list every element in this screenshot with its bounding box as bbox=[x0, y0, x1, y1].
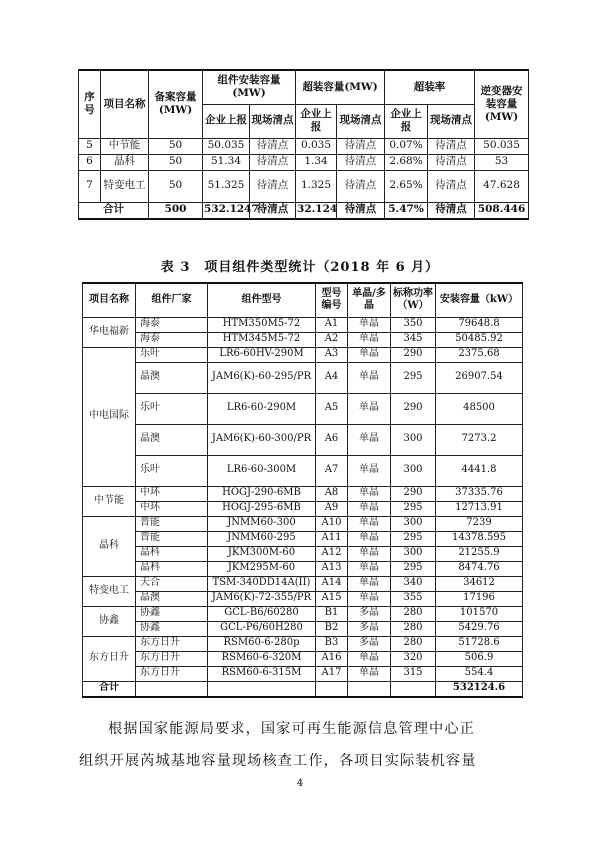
cell: 乐叶 bbox=[136, 455, 208, 486]
cell: 315 bbox=[391, 666, 436, 681]
cell: 单晶 bbox=[348, 455, 391, 486]
cell: LR6-60-290M bbox=[208, 393, 316, 424]
cell: A16 bbox=[316, 651, 348, 666]
cell: 5429.76 bbox=[436, 621, 523, 636]
installed-capacity-table bbox=[78, 69, 529, 220]
cell: RSM60-6-280p bbox=[208, 636, 316, 651]
cell: 0.07% bbox=[385, 138, 428, 154]
table-row bbox=[83, 424, 523, 455]
cell: A2 bbox=[316, 332, 348, 347]
cell: 2.68% bbox=[385, 154, 428, 170]
cell: 7273.2 bbox=[436, 424, 523, 455]
cell: 待清点 bbox=[337, 170, 385, 202]
cell: RSM60-6-320M bbox=[208, 651, 316, 666]
cell: 101570 bbox=[436, 606, 523, 621]
subheader-reported: 企业上报 bbox=[203, 104, 250, 138]
cell: 295 bbox=[391, 362, 436, 393]
cell: 单晶 bbox=[348, 546, 391, 561]
cell: 待清点 bbox=[250, 170, 296, 202]
cell: 单晶 bbox=[348, 347, 391, 362]
cell: 晶澳 bbox=[136, 362, 208, 393]
cell: 1.325 bbox=[296, 170, 337, 202]
cell: HOGJ-290-6MB bbox=[208, 486, 316, 501]
total-cell: 532.1247 bbox=[203, 202, 250, 219]
table-row bbox=[79, 170, 529, 202]
cell: 300 bbox=[391, 516, 436, 531]
cell: 待清点 bbox=[428, 138, 475, 154]
table-row bbox=[83, 516, 523, 531]
table-row bbox=[79, 138, 529, 154]
subheader-onsite: 现场清点 bbox=[250, 104, 296, 138]
cell: A7 bbox=[316, 455, 348, 486]
cell: 6 bbox=[79, 154, 101, 170]
project-name-cell: 协鑫 bbox=[83, 606, 136, 636]
cell: 300 bbox=[391, 546, 436, 561]
cell: 34612 bbox=[436, 576, 523, 591]
cell: 79648.8 bbox=[436, 317, 523, 332]
table-row bbox=[83, 546, 523, 561]
table-row bbox=[83, 591, 523, 606]
cell: 14378.595 bbox=[436, 531, 523, 546]
cell: 295 bbox=[391, 561, 436, 576]
cell: 单晶 bbox=[348, 516, 391, 531]
cell: 单晶 bbox=[348, 591, 391, 606]
cell: A5 bbox=[316, 393, 348, 424]
cell: 单晶 bbox=[348, 332, 391, 347]
page-number: 4 bbox=[296, 778, 304, 789]
empty-cell bbox=[136, 681, 208, 697]
total-cell: 5.47% bbox=[385, 202, 428, 219]
cell: GCL-B6/60280 bbox=[208, 606, 316, 621]
cell: 50.035 bbox=[475, 138, 529, 154]
table-row bbox=[83, 651, 523, 666]
project-name-cell: 特变电工 bbox=[83, 576, 136, 606]
cell: 东方日升 bbox=[136, 651, 208, 666]
total-cell: 32.124 bbox=[296, 202, 337, 219]
cell: 51.34 bbox=[203, 154, 250, 170]
project-name-cell: 中节能 bbox=[83, 486, 136, 516]
table-row bbox=[83, 621, 523, 636]
cell: 48500 bbox=[436, 393, 523, 424]
header-cell: 标称功率（W） bbox=[391, 283, 436, 317]
header-installed-capacity: 组件安装容量(MW) bbox=[203, 70, 296, 104]
cell: HOGJ-295-6MB bbox=[208, 501, 316, 516]
empty-cell bbox=[348, 681, 391, 697]
cell: 7 bbox=[79, 170, 101, 202]
cell: 特变电工 bbox=[101, 170, 149, 202]
total-cell: 500 bbox=[149, 202, 203, 219]
header-over-rate: 超装率 bbox=[385, 70, 475, 104]
project-name-cell: 华电福新 bbox=[83, 317, 136, 347]
cell: A6 bbox=[316, 424, 348, 455]
cell: 554.4 bbox=[436, 666, 523, 681]
cell: 晶科 bbox=[136, 561, 208, 576]
cell: 单晶 bbox=[348, 531, 391, 546]
header-cell: 组件型号 bbox=[208, 283, 316, 317]
total-row bbox=[83, 681, 523, 697]
cell: B3 bbox=[316, 636, 348, 651]
header-project-name: 项目名称 bbox=[101, 70, 149, 138]
table-row bbox=[83, 317, 523, 332]
table-row bbox=[83, 606, 523, 621]
cell: 中环 bbox=[136, 501, 208, 516]
cell: A14 bbox=[316, 576, 348, 591]
table-row bbox=[79, 154, 529, 170]
header-seq: 序号 bbox=[79, 70, 101, 138]
cell: B1 bbox=[316, 606, 348, 621]
total-value: 532124.6 bbox=[436, 681, 523, 697]
cell: 280 bbox=[391, 606, 436, 621]
cell: 乐叶 bbox=[136, 347, 208, 362]
cell: JAM6(K)-72-355/PR bbox=[208, 591, 316, 606]
cell: A4 bbox=[316, 362, 348, 393]
cell: 340 bbox=[391, 576, 436, 591]
body-paragraph-line: 根据国家能源局要求，国家可再生能源信息管理中心正 bbox=[108, 721, 475, 737]
table-row bbox=[83, 561, 523, 576]
cell: 海泰 bbox=[136, 332, 208, 347]
header-filed-capacity: 备案容量(MW) bbox=[149, 70, 203, 138]
table-row bbox=[83, 576, 523, 591]
cell: 1.34 bbox=[296, 154, 337, 170]
cell: 东方日升 bbox=[136, 636, 208, 651]
cell: 待清点 bbox=[428, 170, 475, 202]
table-row bbox=[83, 455, 523, 486]
module-type-table bbox=[82, 282, 523, 698]
cell: B2 bbox=[316, 621, 348, 636]
cell: 多晶 bbox=[348, 636, 391, 651]
cell: 待清点 bbox=[428, 154, 475, 170]
cell: LR6-60HV-290M bbox=[208, 347, 316, 362]
cell: 280 bbox=[391, 636, 436, 651]
cell: HTM345M5-72 bbox=[208, 332, 316, 347]
cell: A12 bbox=[316, 546, 348, 561]
cell: A15 bbox=[316, 591, 348, 606]
cell: 320 bbox=[391, 651, 436, 666]
total-cell: 508.446 bbox=[475, 202, 529, 219]
total-cell: 待清点 bbox=[337, 202, 385, 219]
cell: 50 bbox=[149, 170, 203, 202]
cell: 晋能 bbox=[136, 531, 208, 546]
cell: 17196 bbox=[436, 591, 523, 606]
table-row bbox=[83, 501, 523, 516]
cell: 53 bbox=[475, 154, 529, 170]
total-cell: 待清点 bbox=[428, 202, 475, 219]
cell: 协鑫 bbox=[136, 621, 208, 636]
cell: 中节能 bbox=[101, 138, 149, 154]
cell: 300 bbox=[391, 455, 436, 486]
cell: JAM6(K)-60-295/PR bbox=[208, 362, 316, 393]
cell: 东方日升 bbox=[136, 666, 208, 681]
cell: 295 bbox=[391, 531, 436, 546]
cell: 单晶 bbox=[348, 362, 391, 393]
cell: 350 bbox=[391, 317, 436, 332]
cell: 晋能 bbox=[136, 516, 208, 531]
table-row bbox=[83, 486, 523, 501]
cell: 12713.91 bbox=[436, 501, 523, 516]
cell: TSM-340DD14A(II) bbox=[208, 576, 316, 591]
cell: 290 bbox=[391, 393, 436, 424]
cell: 50485.92 bbox=[436, 332, 523, 347]
project-name-cell: 晶科 bbox=[83, 516, 136, 576]
header-inverter-capacity: 逆变器安装容量(MW) bbox=[475, 70, 529, 138]
total-row bbox=[79, 202, 529, 219]
cell: 300 bbox=[391, 424, 436, 455]
cell: JKM295M-60 bbox=[208, 561, 316, 576]
cell: 晶澳 bbox=[136, 424, 208, 455]
cell: 21255.9 bbox=[436, 546, 523, 561]
cell: A1 bbox=[316, 317, 348, 332]
cell: A13 bbox=[316, 561, 348, 576]
empty-cell bbox=[208, 681, 316, 697]
cell: 单晶 bbox=[348, 651, 391, 666]
cell: 晶澳 bbox=[136, 591, 208, 606]
cell: 单晶 bbox=[348, 424, 391, 455]
cell: 50 bbox=[149, 154, 203, 170]
cell: A11 bbox=[316, 531, 348, 546]
table-row bbox=[83, 666, 523, 681]
cell: 单晶 bbox=[348, 486, 391, 501]
cell: 晶科 bbox=[136, 546, 208, 561]
subheader-reported: 企业上报 bbox=[385, 104, 428, 138]
cell: 5 bbox=[79, 138, 101, 154]
cell: 待清点 bbox=[250, 138, 296, 154]
cell: 2.65% bbox=[385, 170, 428, 202]
cell: 晶科 bbox=[101, 154, 149, 170]
cell: 待清点 bbox=[337, 154, 385, 170]
cell: 海泰 bbox=[136, 317, 208, 332]
cell: 单晶 bbox=[348, 576, 391, 591]
total-label: 合计 bbox=[79, 202, 149, 219]
cell: LR6-60-300M bbox=[208, 455, 316, 486]
subheader-onsite: 现场清点 bbox=[428, 104, 475, 138]
header-row bbox=[83, 283, 523, 317]
cell: 多晶 bbox=[348, 621, 391, 636]
table-row bbox=[83, 332, 523, 347]
cell: 协鑫 bbox=[136, 606, 208, 621]
cell: 待清点 bbox=[250, 154, 296, 170]
table-row bbox=[83, 531, 523, 546]
header-cell: 型号编号 bbox=[316, 283, 348, 317]
cell: A9 bbox=[316, 501, 348, 516]
table-row bbox=[83, 362, 523, 393]
cell: 多晶 bbox=[348, 606, 391, 621]
cell: 290 bbox=[391, 486, 436, 501]
cell: 355 bbox=[391, 591, 436, 606]
cell: 290 bbox=[391, 347, 436, 362]
cell: 26907.54 bbox=[436, 362, 523, 393]
cell: 47.628 bbox=[475, 170, 529, 202]
cell: A17 bbox=[316, 666, 348, 681]
empty-cell bbox=[316, 681, 348, 697]
cell: JAM6(K)-60-300/PR bbox=[208, 424, 316, 455]
body-paragraph-line: 组织开展芮城基地容量现场核查工作，各项目实际装机容量 bbox=[79, 753, 477, 769]
cell: A10 bbox=[316, 516, 348, 531]
subheader-reported: 企业上报 bbox=[296, 104, 337, 138]
cell: 280 bbox=[391, 621, 436, 636]
cell: 乐叶 bbox=[136, 393, 208, 424]
table3-title: 表 3 项目组件类型统计（2018 年 6 月） bbox=[160, 260, 440, 275]
cell: 单晶 bbox=[348, 666, 391, 681]
cell: 待清点 bbox=[337, 138, 385, 154]
total-label: 合计 bbox=[83, 681, 136, 697]
header-over-capacity: 超装容量(MW) bbox=[296, 70, 385, 104]
cell: 单晶 bbox=[348, 501, 391, 516]
cell: 506.9 bbox=[436, 651, 523, 666]
cell: 中环 bbox=[136, 486, 208, 501]
cell: 295 bbox=[391, 501, 436, 516]
cell: 51.325 bbox=[203, 170, 250, 202]
cell: RSM60-6-315M bbox=[208, 666, 316, 681]
cell: HTM350M5-72 bbox=[208, 317, 316, 332]
cell: 单晶 bbox=[348, 561, 391, 576]
header-cell: 单晶/多晶 bbox=[348, 283, 391, 317]
header-cell: 项目名称 bbox=[83, 283, 136, 317]
cell: 8474.76 bbox=[436, 561, 523, 576]
cell: A8 bbox=[316, 486, 348, 501]
cell: 单晶 bbox=[348, 393, 391, 424]
cell: 7239 bbox=[436, 516, 523, 531]
total-cell: 待清点 bbox=[250, 202, 296, 219]
table-row bbox=[83, 347, 523, 362]
empty-cell bbox=[391, 681, 436, 697]
cell: 51728.6 bbox=[436, 636, 523, 651]
cell: A3 bbox=[316, 347, 348, 362]
cell: 0.035 bbox=[296, 138, 337, 154]
project-name-cell: 中电国际 bbox=[83, 347, 136, 486]
table-row bbox=[83, 393, 523, 424]
table-row bbox=[83, 636, 523, 651]
cell: JNMM60-300 bbox=[208, 516, 316, 531]
cell: 4441.8 bbox=[436, 455, 523, 486]
cell: 单晶 bbox=[348, 317, 391, 332]
cell: 天合 bbox=[136, 576, 208, 591]
project-name-cell: 东方日升 bbox=[83, 636, 136, 681]
cell: JKM300M-60 bbox=[208, 546, 316, 561]
cell: 345 bbox=[391, 332, 436, 347]
header-cell: 组件厂家 bbox=[136, 283, 208, 317]
cell: 50.035 bbox=[203, 138, 250, 154]
header-cell: 安装容量（kW） bbox=[436, 283, 523, 317]
cell: 50 bbox=[149, 138, 203, 154]
cell: 37335.76 bbox=[436, 486, 523, 501]
cell: JNMM60-295 bbox=[208, 531, 316, 546]
cell: GCL-P6/60H280 bbox=[208, 621, 316, 636]
cell: 2375.68 bbox=[436, 347, 523, 362]
subheader-onsite: 现场清点 bbox=[337, 104, 385, 138]
